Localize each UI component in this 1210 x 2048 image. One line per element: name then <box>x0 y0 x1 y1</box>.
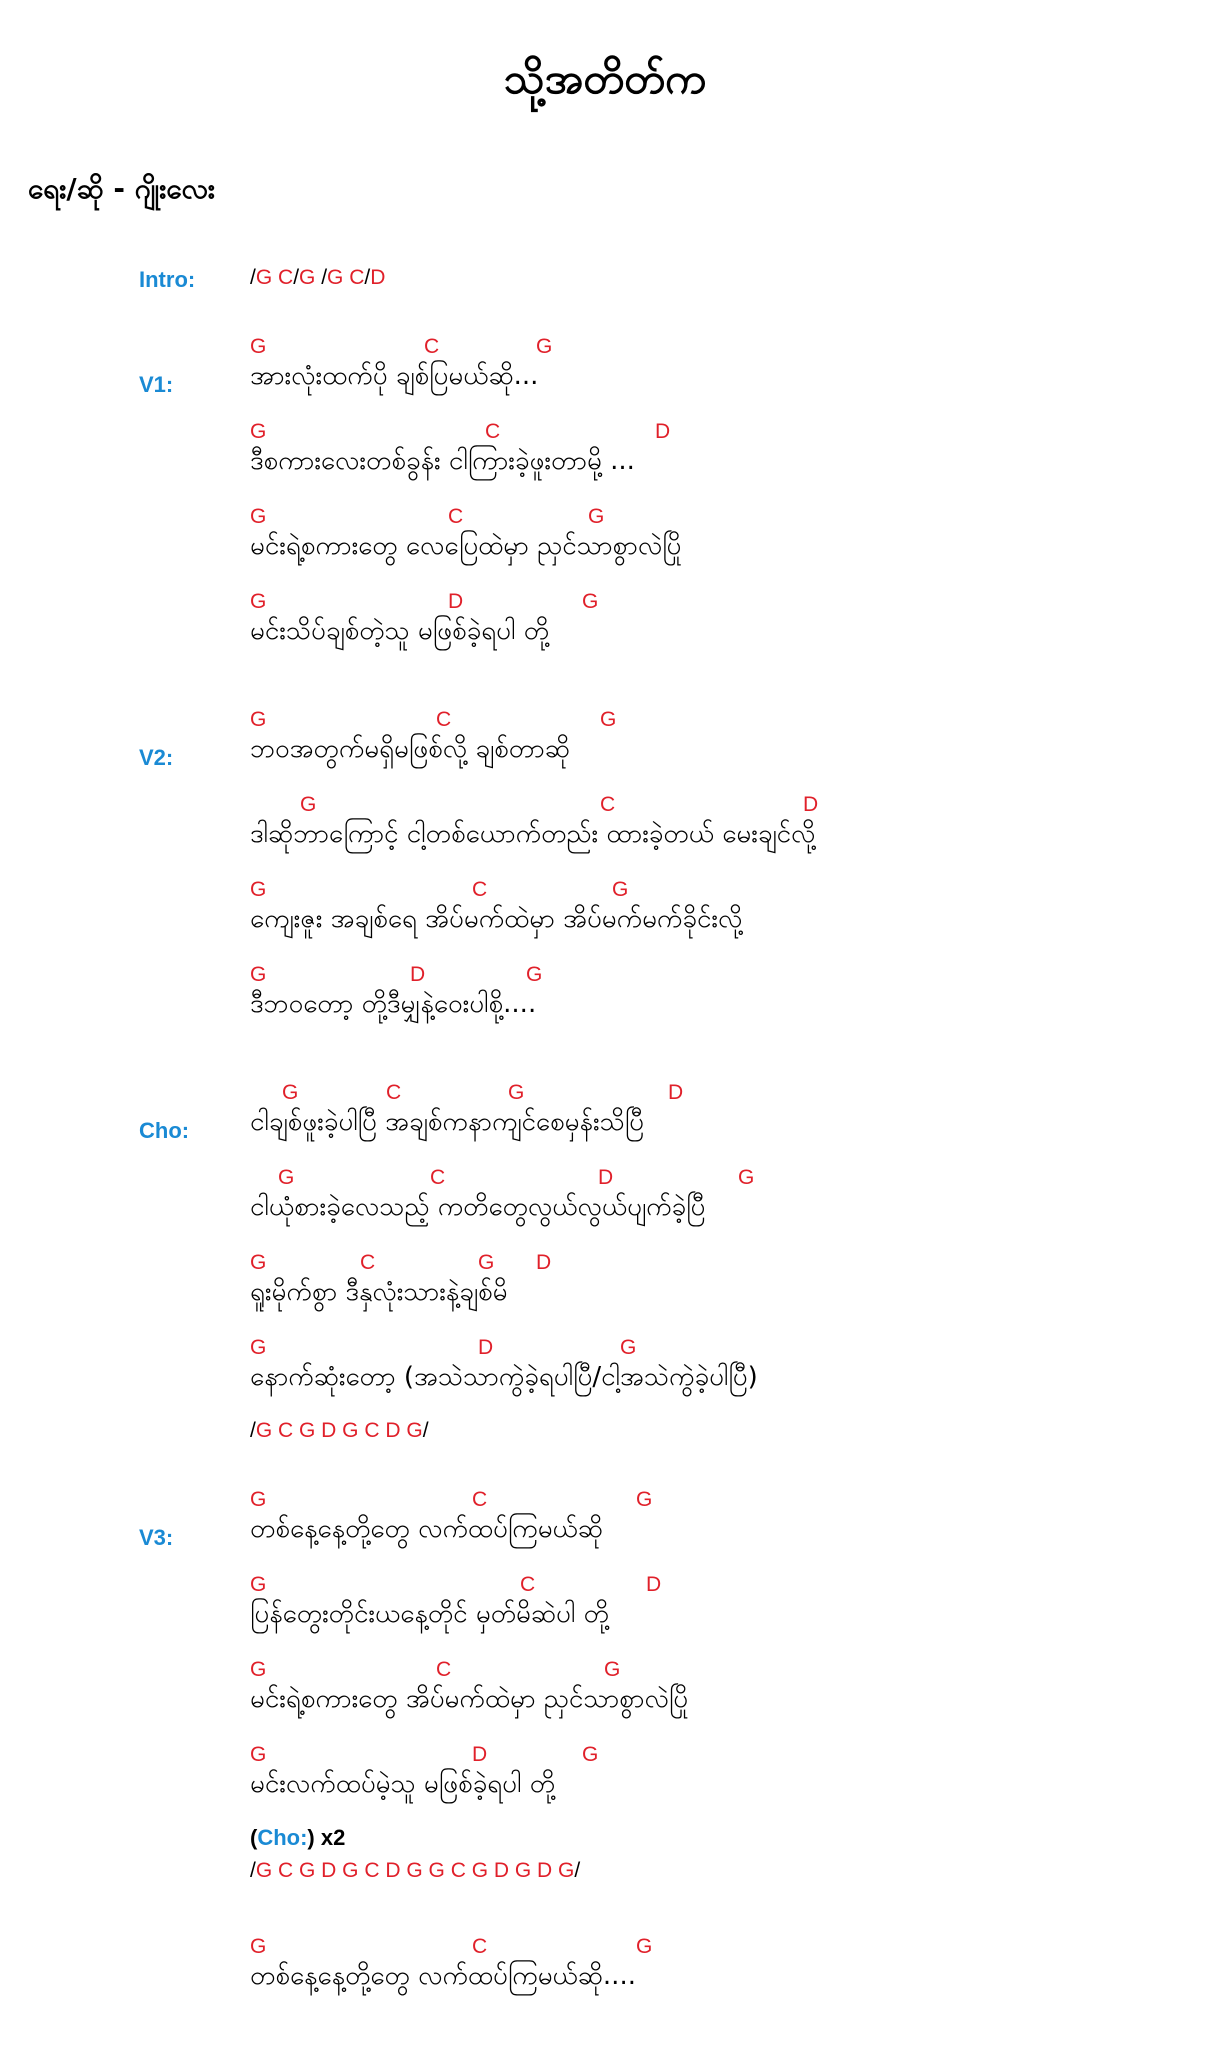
chord: C <box>436 708 452 731</box>
chord: G <box>250 878 267 901</box>
lyric-line: တစ်နေ့နေ့တို့တွေ လက်ထပ်ကြမယ်ဆို.... <box>250 1961 636 1991</box>
lyric-line: ပြန်တွေးတိုင်းယနေ့တိုင် မှတ်မိဆဲပါ တို့ <box>250 1599 609 1629</box>
chord: G <box>508 1081 525 1104</box>
outro-chords: /G C G D G C D G G C G D G D G/ <box>250 1859 581 1882</box>
chord: C <box>485 420 501 443</box>
lyric-line: နောက်ဆုံးတော့ (အသဲသာကွဲခဲ့ရပါပြီ/ငါ့အသဲကွဲခဲ့ပါပြီ) <box>250 1362 758 1392</box>
chord: D <box>410 963 426 986</box>
chord: C <box>360 1251 376 1274</box>
lyric-line: တစ်နေ့နေ့တို့တွေ လက်ထပ်ကြမယ်ဆို <box>250 1514 603 1544</box>
lyric-line: ဒီစကားလေးတစ်ခွန်း ငါကြားခဲ့ဖူးတာမို့ ... <box>250 446 635 476</box>
chord: G <box>250 1658 267 1681</box>
chord: C <box>424 335 440 358</box>
chorus-turnaround-chords: /G C G D G C D G/ <box>250 1419 429 1442</box>
lyric-line: မင်းရဲ့စကားတွေ အိပ်မက်ထဲမှာ ညှင်သာစွာလဲပြို <box>250 1684 689 1714</box>
chord: D <box>668 1081 684 1104</box>
chord: G <box>636 1488 653 1511</box>
chord: C <box>430 1166 446 1189</box>
chord: G <box>300 793 317 816</box>
chord: G <box>636 1935 653 1958</box>
lyric-line: ဒါဆိုဘာကြောင့် ငါ့တစ်ယောက်တည်း ထားခဲ့တယ် မေးချင်လို့ <box>250 819 816 849</box>
chorus-label: Cho: <box>139 1118 190 1143</box>
chord: D <box>655 420 671 443</box>
lyric-line: ရူးမိုက်စွာ ဒီနှလုံးသားနဲ့ချစ်မိ <box>250 1277 508 1307</box>
chord: G <box>738 1166 755 1189</box>
chord: G <box>612 878 629 901</box>
lyric-line: အားလုံးထက်ပို ချစ်ပြမယ်ဆို... <box>250 361 539 391</box>
chord: G <box>250 708 267 731</box>
verse2-label: V2: <box>139 745 174 770</box>
chord: C <box>472 1935 488 1958</box>
chord: G <box>250 335 267 358</box>
lyric-line: ကျေးဇူး အချစ်ရေ အိပ်မက်ထဲမှာ အိပ်မက်မက်ခိုင်းလို့ <box>250 904 743 934</box>
chord: G <box>536 335 553 358</box>
lyric-line: မင်းရဲ့စကားတွေ လေပြေထဲမှာ ညှင်သာစွာလဲပြို <box>250 531 682 561</box>
chord: C <box>386 1081 402 1104</box>
lyric-line: ဒီဘဝတော့ တို့ဒီမျှနဲ့ဝေးပါစို့.... <box>250 989 537 1019</box>
chord: G <box>250 963 267 986</box>
chord: G <box>582 590 599 613</box>
chord: G <box>250 420 267 443</box>
lyric-line: ငါချစ်ဖူးခဲ့ပါပြီ အချစ်ကနာကျင်စေမှန်းသိပြီ <box>250 1107 644 1137</box>
chord: C <box>600 793 616 816</box>
chord: G <box>282 1081 299 1104</box>
chord: G <box>250 1573 267 1596</box>
repeat-chorus-cue: (Cho:) x2 <box>250 1825 346 1850</box>
verse3-label: V3: <box>139 1525 174 1550</box>
chord: G <box>588 505 605 528</box>
chord: D <box>472 1743 488 1766</box>
chord: G <box>250 1336 267 1359</box>
chord: D <box>803 793 819 816</box>
chord: G <box>250 1251 267 1274</box>
intro-label: Intro: <box>139 267 196 292</box>
chord: G <box>250 1488 267 1511</box>
chord: G <box>250 590 267 613</box>
intro-chords: /G C/G /G C/D <box>250 266 386 289</box>
chord: G <box>526 963 543 986</box>
song-title: သို့အတိတ်က <box>503 54 707 103</box>
author-credit: ရေး/ဆို - ဂျိုးလေး <box>28 172 215 205</box>
chord: C <box>472 878 488 901</box>
chord: G <box>250 1935 267 1958</box>
chord: G <box>604 1658 621 1681</box>
chord: C <box>436 1658 452 1681</box>
chord: G <box>600 708 617 731</box>
verse1-label: V1: <box>139 372 174 397</box>
chord: D <box>598 1166 614 1189</box>
chord: G <box>250 1743 267 1766</box>
chord: D <box>448 590 464 613</box>
chord: G <box>278 1166 295 1189</box>
chord: C <box>448 505 464 528</box>
chord: G <box>478 1251 495 1274</box>
chord: C <box>472 1488 488 1511</box>
chord: G <box>582 1743 599 1766</box>
chord: G <box>250 505 267 528</box>
lyric-line: မင်းလက်ထပ်မဲ့သူ မဖြစ်ခဲ့ရပါ တို့ <box>250 1769 556 1799</box>
lyric-line: ဘဝအတွက်မရှိမဖြစ်လို့ ချစ်တာဆို <box>250 734 570 764</box>
lyric-line: မင်းသိပ်ချစ်တဲ့သူ မဖြစ်ခဲ့ရပါ တို့ <box>250 616 550 646</box>
chord: D <box>646 1573 662 1596</box>
chord: D <box>478 1336 494 1359</box>
chord: D <box>536 1251 552 1274</box>
chord: G <box>620 1336 637 1359</box>
lyric-line: ငါယုံစားခဲ့လေသည့် ကတိတွေလွယ်လွယ်ပျက်ခဲ့ပြီ <box>250 1192 706 1222</box>
chord: C <box>520 1573 536 1596</box>
